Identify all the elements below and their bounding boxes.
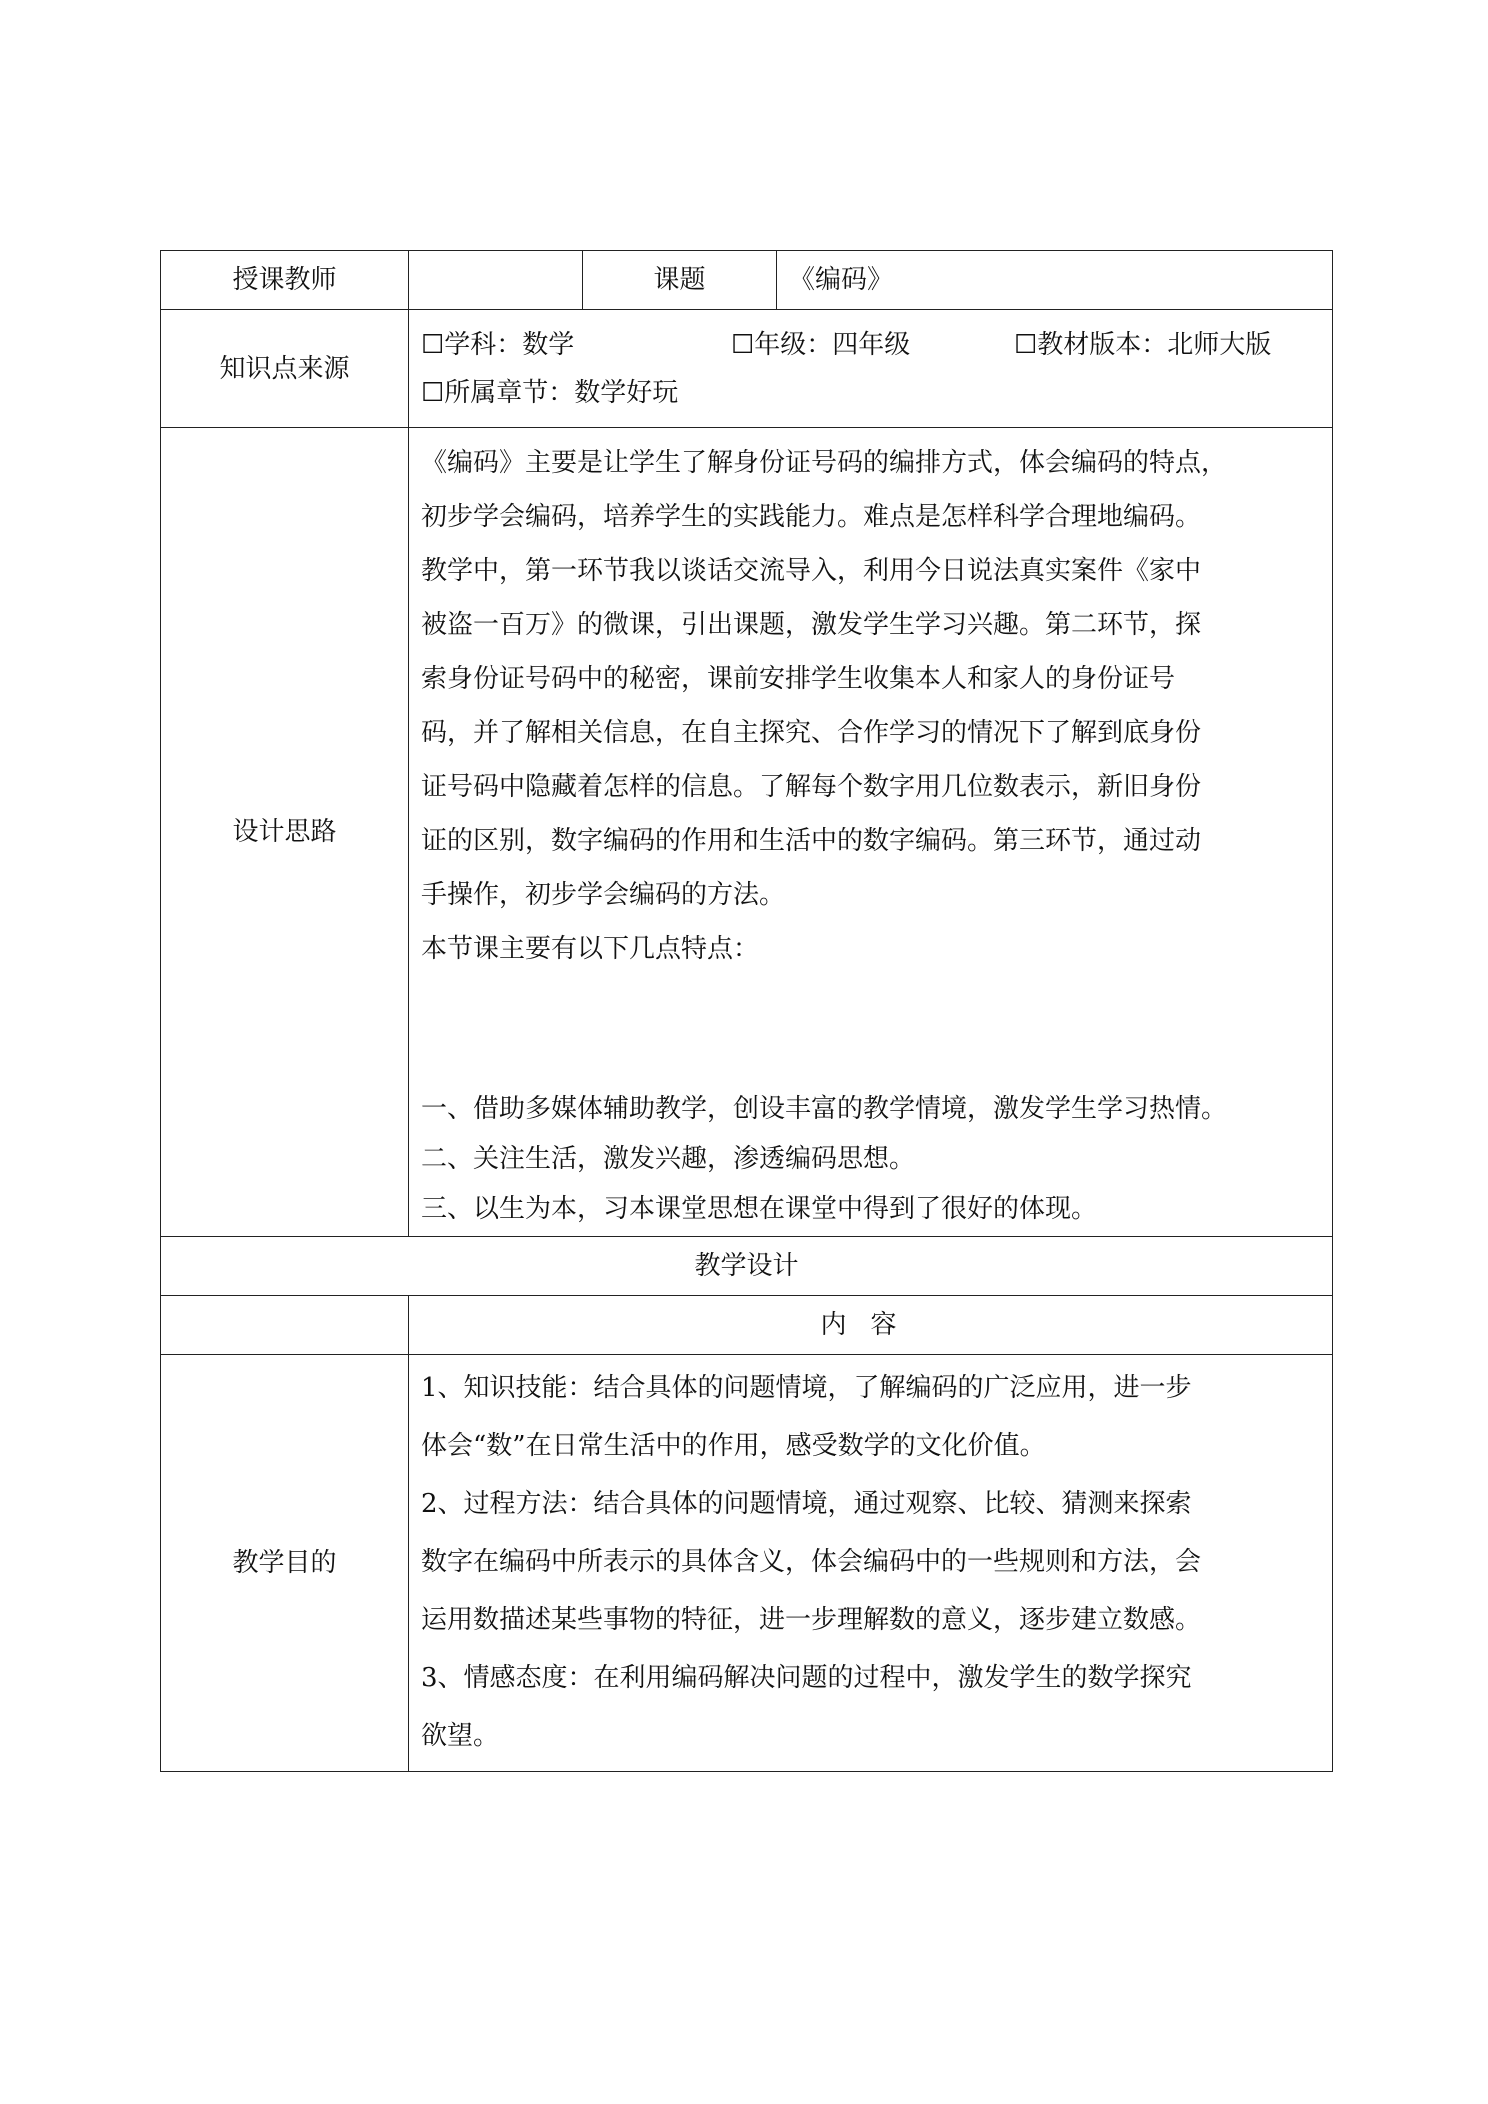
design-idea-row bbox=[161, 428, 1333, 1237]
source-row bbox=[161, 310, 1333, 428]
teaching-design-row bbox=[161, 1237, 1333, 1296]
design-idea-line: 码，并了解相关信息，在自主探究、合作学习的情况下了解到底身份 bbox=[421, 718, 1202, 748]
topic-label: 课题 bbox=[583, 251, 777, 310]
design-idea-line: 手操作，初步学会编码的方法。 bbox=[421, 880, 786, 910]
edition-field: ☐教材版本：北师大版 bbox=[1014, 329, 1272, 360]
source-line-1 bbox=[421, 321, 1320, 369]
goal-line: 3、情感态度：在利用编码解决问题的过程中，激发学生的数学探究 bbox=[421, 1663, 1192, 1693]
lesson-plan-table bbox=[160, 250, 1333, 1772]
header-row bbox=[161, 251, 1333, 310]
features-intro: 本节课主要有以下几点特点： bbox=[421, 934, 760, 964]
goals-cell bbox=[409, 1355, 1333, 1772]
design-idea-line: 证号码中隐藏着怎样的信息。了解每个数字用几位数表示，新旧身份 bbox=[421, 772, 1202, 802]
design-idea-line: 初步学会编码，培养学生的实践能力。难点是怎样科学合理地编码。 bbox=[421, 502, 1202, 532]
goal-line: 欲望。 bbox=[421, 1721, 500, 1751]
goal-line: 1、知识技能：结合具体的问题情境，了解编码的广泛应用，进一步 bbox=[421, 1373, 1192, 1403]
grade-field: ☐年级：四年级 bbox=[731, 329, 911, 360]
design-idea-line: 证的区别，数字编码的作用和生活中的数字编码。第三环节，通过动 bbox=[421, 826, 1202, 856]
content-header-empty bbox=[161, 1296, 409, 1355]
design-idea-cell bbox=[409, 428, 1333, 1237]
source-label: 知识点来源 bbox=[161, 310, 409, 428]
feature-item: 三、以生为本，习本课堂思想在课堂中得到了很好的体现。 bbox=[421, 1194, 1098, 1224]
teacher-label: 授课教师 bbox=[161, 251, 409, 310]
design-idea-label: 设计思路 bbox=[161, 428, 409, 1237]
source-line-2 bbox=[421, 369, 1320, 417]
content-header: 内容 bbox=[409, 1296, 1333, 1355]
goals-label: 教学目的 bbox=[161, 1355, 409, 1772]
subject-field: ☐学科：数学 bbox=[421, 329, 575, 360]
design-idea-line: 《编码》主要是让学生了解身份证号码的编排方式，体会编码的特点， bbox=[421, 448, 1228, 478]
teaching-design-title: 教学设计 bbox=[161, 1237, 1333, 1296]
design-idea-line: 教学中，第一环节我以谈话交流导入，利用今日说法真实案件《家中 bbox=[421, 556, 1202, 586]
feature-item: 一、借助多媒体辅助教学，创设丰富的教学情境，激发学生学习热情。 bbox=[421, 1094, 1228, 1124]
goal-line: 数字在编码中所表示的具体含义，体会编码中的一些规则和方法，会 bbox=[421, 1547, 1202, 1577]
feature-item: 二、关注生活，激发兴趣，渗透编码思想。 bbox=[421, 1144, 916, 1174]
goals-row bbox=[161, 1355, 1333, 1772]
content-header-row bbox=[161, 1296, 1333, 1355]
goal-line: 2、过程方法：结合具体的问题情境，通过观察、比较、猜测来探索 bbox=[421, 1489, 1192, 1519]
blank-gap bbox=[421, 976, 1320, 1084]
teacher-value bbox=[409, 251, 583, 310]
source-cell bbox=[409, 310, 1333, 428]
goal-line: 体会“数”在日常生活中的作用，感受数学的文化价值。 bbox=[421, 1431, 1046, 1461]
topic-value: 《编码》 bbox=[777, 251, 1333, 310]
chapter-field: ☐所属章节：数学好玩 bbox=[421, 377, 679, 408]
design-idea-line: 索身份证号码中的秘密，课前安排学生收集本人和家人的身份证号 bbox=[421, 664, 1176, 694]
design-idea-line: 被盗一百万》的微课，引出课题，激发学生学习兴趣。第二环节，探 bbox=[421, 610, 1202, 640]
goal-line: 运用数描述某些事物的特征，进一步理解数的意义，逐步建立数感。 bbox=[421, 1605, 1202, 1635]
